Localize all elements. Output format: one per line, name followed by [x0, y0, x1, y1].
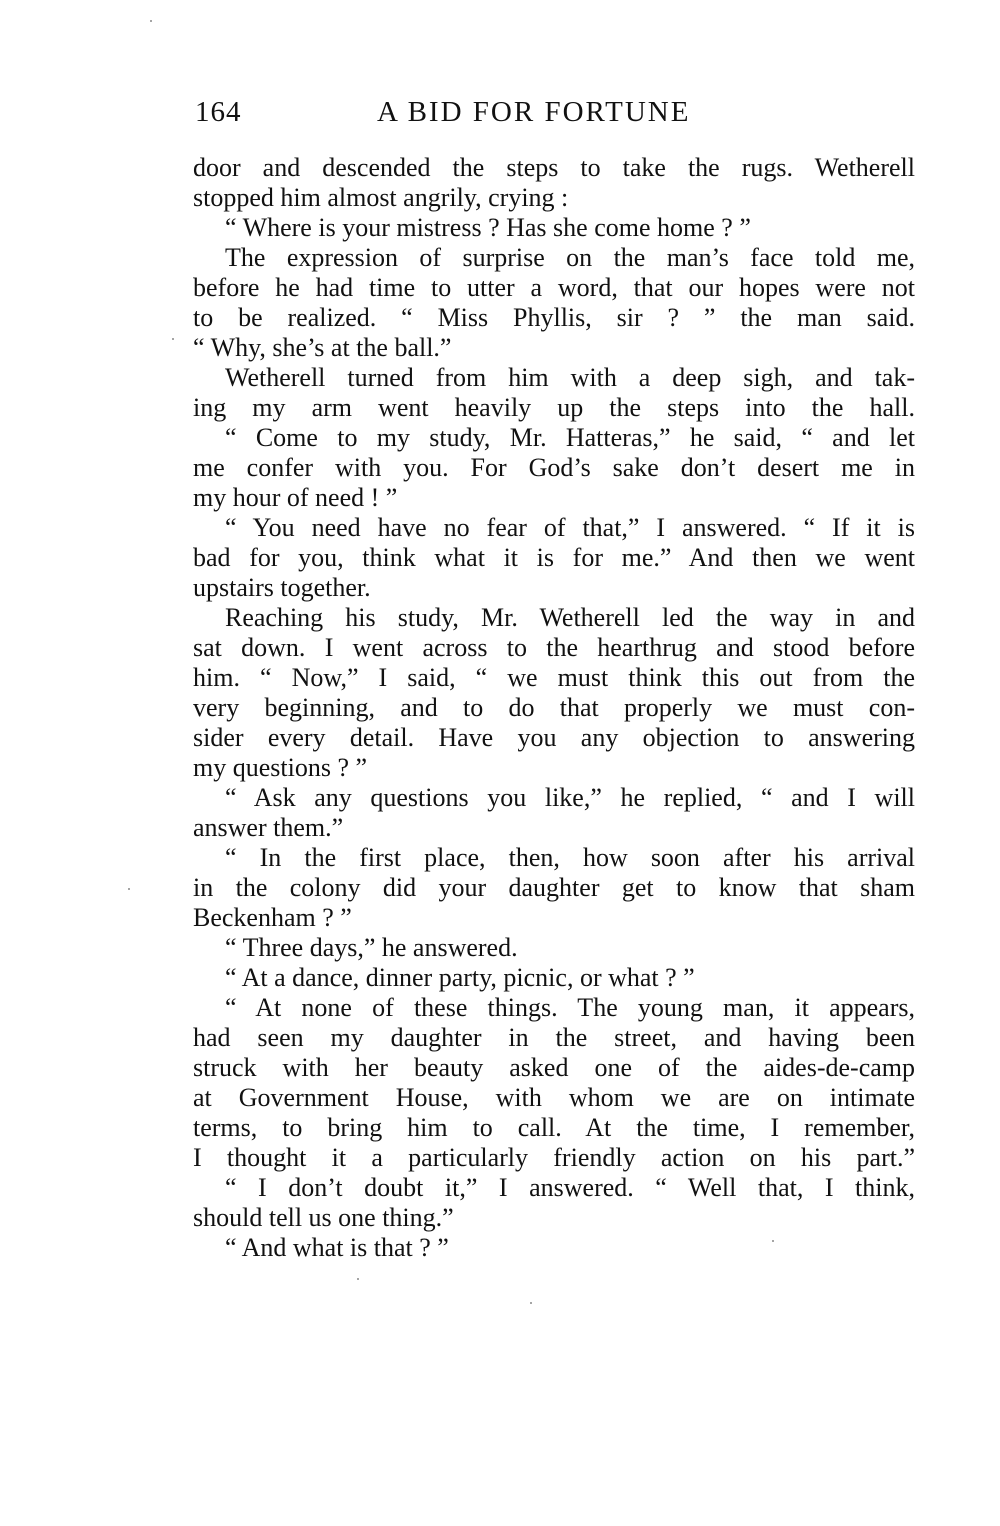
text-line: The expression of surprise on the man’s face told me, — [225, 243, 915, 272]
text-line: terms, to bring him to call. At the time, I remember, — [193, 1113, 915, 1142]
text-line: Reaching his study, Mr. Wetherell led the way in and — [225, 603, 915, 632]
text-line: bad for you, think what it is for me.” And then we went — [193, 543, 915, 572]
scan-speck — [772, 1240, 774, 1242]
text-line: ing my arm went heavily up the steps into the hall. — [193, 393, 915, 422]
text-line: “ At a dance, dinner party, picnic, or what ? ” — [225, 963, 695, 992]
text-line: “ In the first place, then, how soon after his arrival — [225, 843, 915, 872]
text-line: sider every detail. Have you any objection to answering — [193, 723, 915, 752]
text-line: at Government House, with whom we are on intimate — [193, 1083, 915, 1112]
text-line: me confer with you. For God’s sake don’t desert me in — [193, 453, 915, 482]
running-title: A BID FOR FORTUNE — [377, 96, 691, 128]
text-line: Beckenham ? ” — [193, 903, 352, 932]
text-line: to be realized. “ Miss Phyllis, sir ? ” the man said. — [193, 303, 915, 332]
text-line: him. “ Now,” I said, “ we must think this out from the — [193, 663, 915, 692]
text-line: “ And what is that ? ” — [225, 1233, 449, 1262]
text-line: before he had time to utter a word, that our hopes were not — [193, 273, 915, 302]
scan-speck — [530, 1302, 532, 1304]
scan-speck — [172, 338, 174, 340]
text-line: very beginning, and to do that properly we must con- — [193, 693, 915, 722]
text-line: struck with her beauty asked one of the aides-de-camp — [193, 1053, 915, 1082]
text-line: upstairs together. — [193, 573, 371, 602]
text-line: stopped him almost angrily, crying : — [193, 183, 569, 212]
text-line: my hour of need ! ” — [193, 483, 398, 512]
page-number: 164 — [195, 96, 242, 128]
text-line: “ Three days,” he answered. — [225, 933, 518, 962]
text-line: “ At none of these things. The young man, it appears, — [225, 993, 915, 1022]
page-header — [195, 96, 915, 136]
text-line: “ Come to my study, Mr. Hatteras,” he said, “ and let — [225, 423, 915, 452]
body-text — [193, 153, 915, 1263]
text-line: I thought it a particularly friendly action on his part.” — [193, 1143, 915, 1172]
scan-speck — [128, 888, 130, 890]
text-line: sat down. I went across to the hearthrug and stood before — [193, 633, 915, 662]
text-line: answer them.” — [193, 813, 344, 842]
scan-speck — [150, 20, 152, 22]
text-line: “ Why, she’s at the ball.” — [193, 333, 452, 362]
scan-speck — [357, 1278, 359, 1280]
text-line: “ Ask any questions you like,” he replied, “ and I will — [225, 783, 915, 812]
text-line: in the colony did your daughter get to know that sham — [193, 873, 915, 902]
text-line: “ I don’t doubt it,” I answered. “ Well that, I think, — [225, 1173, 915, 1202]
text-line: had seen my daughter in the street, and having been — [193, 1023, 915, 1052]
text-line: “ Where is your mistress ? Has she come home ? ” — [225, 213, 751, 242]
text-line: “ You need have no fear of that,” I answered. “ If it is — [225, 513, 915, 542]
text-line: my questions ? ” — [193, 753, 368, 782]
text-line: Wetherell turned from him with a deep sigh, and tak- — [225, 363, 915, 392]
text-line: should tell us one thing.” — [193, 1203, 454, 1232]
text-line: door and descended the steps to take the rugs. Wetherell — [193, 153, 915, 182]
